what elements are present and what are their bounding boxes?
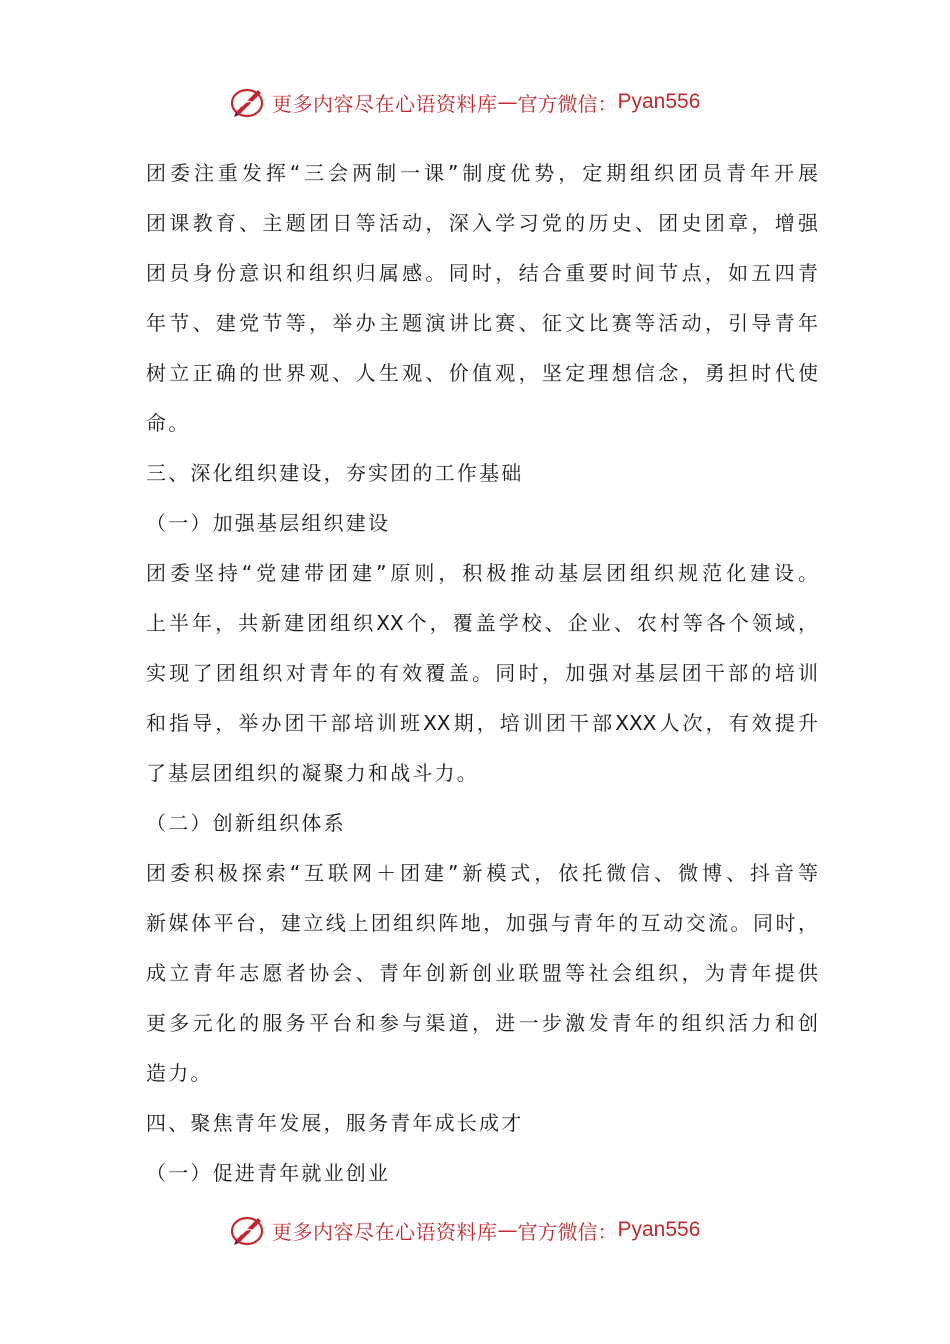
paragraph-line: 树立正确的世界观、人生观、价值观，坚定理想信念，勇担时代使 (146, 361, 818, 385)
paragraph-line: 造力。 (146, 1061, 213, 1085)
banner-site-name: 更多内容尽在心语资料库 (272, 91, 498, 116)
banner-wechat-id: Pyan556 (617, 1218, 701, 1241)
paragraph-line: 了基层团组织的凝聚力和战斗力。 (146, 761, 479, 785)
paragraph-line: 新媒体平台，建立线上团组织阵地，加强与青年的互动交流。同时， (146, 911, 818, 935)
paragraph-line: 团员身份意识和组织归属感。同时，结合重要时间节点，如五四青 (146, 261, 818, 285)
banner-wechat-id: Pyan556 (617, 90, 701, 113)
paragraph-line: 实现了团组织对青年的有效覆盖。同时，加强对基层团干部的培训 (146, 661, 818, 685)
pen-logo-icon (228, 1210, 268, 1250)
subsection-heading: （一）促进青年就业创业 (146, 1161, 391, 1185)
pen-logo-icon (228, 82, 268, 122)
footer-banner (228, 1210, 700, 1250)
paragraph-line: 和指导，举办团干部培训班XX期，培训团干部XXX人次，有效提升 (146, 711, 818, 735)
paragraph-line: 团委注重发挥“三会两制一课”制度优势，定期组织团员青年开展 (146, 161, 818, 185)
banner-dash: — (497, 90, 518, 114)
section-heading: 四、聚焦青年发展，服务青年成长成才 (146, 1111, 524, 1135)
paragraph-line: 成立青年志愿者协会、青年创新创业联盟等社会组织，为青年提供 (146, 961, 818, 985)
paragraph-line: 年节、建党节等，举办主题演讲比赛、征文比赛等活动，引导青年 (146, 311, 818, 335)
paragraph-line: 团委坚持“党建带团建”原则，积极推动基层团组织规范化建设。 (146, 561, 818, 585)
paragraph-line: 更多元化的服务平台和参与渠道，进一步激发青年的组织活力和创 (146, 1011, 818, 1035)
paragraph-line: 命。 (146, 411, 191, 435)
section-heading: 三、深化组织建设，夯实团的工作基础 (146, 461, 524, 485)
subsection-heading: （一）加强基层组织建设 (146, 511, 391, 535)
banner-dash: — (497, 1218, 518, 1242)
header-banner (228, 82, 700, 122)
paragraph-line: 团委积极探索“互联网＋团建”新模式，依托微信、微博、抖音等 (146, 861, 818, 885)
document-body (146, 148, 818, 1198)
paragraph-line: 上半年，共新建团组织XX个，覆盖学校、企业、农村等各个领域， (146, 611, 818, 635)
subsection-heading: （二）创新组织体系 (146, 811, 346, 835)
banner-wechat-label: 官方微信： (517, 91, 618, 116)
paragraph-line: 团课教育、主题团日等活动，深入学习党的历史、团史团章，增强 (146, 211, 818, 235)
banner-site-name: 更多内容尽在心语资料库 (272, 1219, 498, 1244)
banner-wechat-label: 官方微信： (517, 1219, 618, 1244)
